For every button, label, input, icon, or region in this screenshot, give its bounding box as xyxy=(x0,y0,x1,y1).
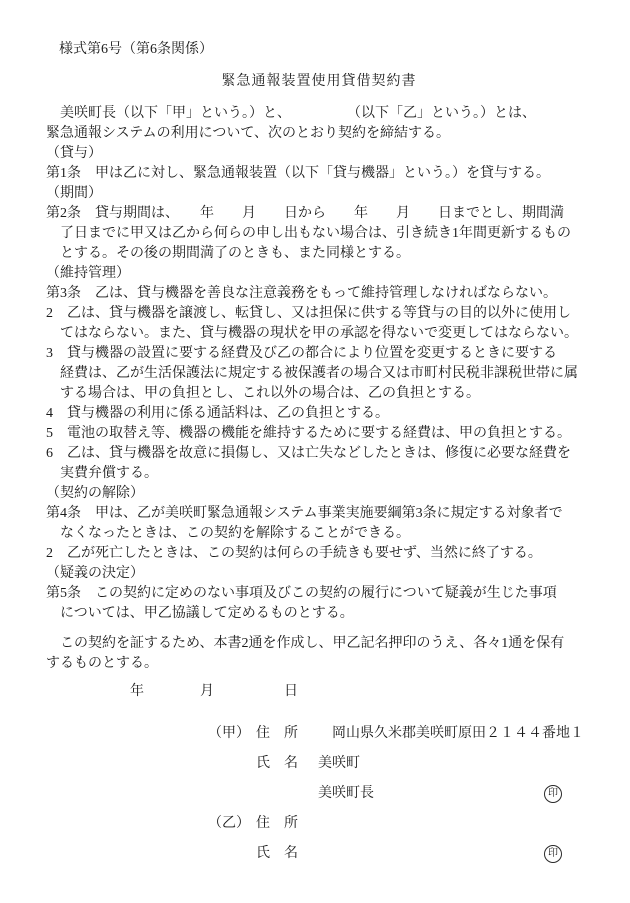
body-line: 6 乙は、貸与機器を故意に損傷し、又は亡失などしたときは、修復に必要な経費を xyxy=(46,446,571,461)
signature-row xyxy=(46,844,592,874)
body-line: なくなったときは、この契約を解除することができる。 xyxy=(46,526,410,541)
body-line: （契約の解除） xyxy=(46,486,144,501)
field-label: 住 所 xyxy=(256,726,298,741)
field-value: 美咲町長 xyxy=(318,786,374,801)
body-line: 第2条 貸与期間は、 年 月 日から 年 月 日までとし、期間満 xyxy=(46,206,564,221)
body-line: 5 電池の取替え等、機器の機能を維持するために要する経費は、甲の負担とする。 xyxy=(46,426,571,441)
body-line: てはならない。また、貸与機器の現状を甲の承認を得ないで変更してはならない。 xyxy=(46,326,578,341)
body-line: する場合は、甲の負担とし、これ以外の場合は、乙の負担とする。 xyxy=(46,386,480,401)
body-line: （疑義の決定） xyxy=(46,566,144,581)
body-line: とする。その後の期間満了のときも、また同様とする。 xyxy=(46,246,410,261)
body-line: 第5条 この契約に定めのない事項及びこの契約の履行について疑義が生じた事項 xyxy=(46,586,557,601)
body-line: 経費は、乙が生活保護法に規定する被保護者の場合又は市町村民税非課税世帯に属 xyxy=(46,366,578,381)
signature-row xyxy=(46,724,592,754)
body-line: 緊急通報システムの利用について、次のとおり契約を締結する。 xyxy=(46,126,451,141)
signature-row xyxy=(46,754,592,784)
body-line: 4 貸与機器の利用に係る通話料は、乙の負担とする。 xyxy=(46,406,389,421)
field-label: 氏 名 xyxy=(256,846,298,861)
body-line: するものとする。 xyxy=(46,656,158,671)
body-line: については、甲乙協議して定めるものとする。 xyxy=(46,606,354,621)
body-line: 美咲町長（以下「甲」という。）と、 （以下「乙」という。）とは、 xyxy=(46,106,536,121)
field-value: 岡山県久米郡美咲町原田２１４４番地１ xyxy=(318,726,584,741)
party-label: （乙） xyxy=(208,816,250,831)
body-line: 実費弁償する。 xyxy=(46,466,158,481)
body-line: 3 貸与機器の設置に要する経費及び乙の都合により位置を変更するときに要する xyxy=(46,346,557,361)
body-line: 第3条 乙は、貸与機器を善良な注意義務をもって維持管理しなければならない。 xyxy=(46,286,557,301)
field-value: 美咲町 xyxy=(318,756,360,771)
body-line: （貸与） xyxy=(46,146,102,161)
body-line: （期間） xyxy=(46,186,102,201)
field-label: 氏 名 xyxy=(256,756,298,771)
date-line: 年 月 日 xyxy=(46,684,298,699)
body-line: 了日までに甲又は乙から何らの申し出もない場合は、引き続き1年間更新するもの xyxy=(46,226,571,241)
document-title: 緊急通報装置使用貸借契約書 xyxy=(221,74,417,89)
body-line: 第4条 甲は、乙が美咲町緊急通報システム事業実施要綱第3条に規定する対象者で xyxy=(46,506,563,521)
body-line: 2 乙が死亡したときは、この契約は何らの手続きも要せず、当然に終了する。 xyxy=(46,546,542,561)
signature-row xyxy=(46,784,592,814)
body-line: 2 乙は、貸与機器を譲渡し、転貸し、又は担保に供する等貸与の目的以外に使用し xyxy=(46,306,571,321)
party-label: （甲） xyxy=(208,726,250,741)
field-label: 住 所 xyxy=(256,816,298,831)
form-number: 様式第6号（第6条関係） xyxy=(59,42,213,57)
signature-block xyxy=(46,724,592,874)
seal-stamp-icon: 印 xyxy=(544,785,562,803)
signature-row xyxy=(46,814,592,844)
body-line: この契約を証するため、本書2通を作成し、甲乙記名押印のうえ、各々1通を保有 xyxy=(46,636,565,651)
body-line: 第1条 甲は乙に対し、緊急通報装置（以下「貸与機器」という。）を貸与する。 xyxy=(46,166,550,181)
contract-body xyxy=(46,104,592,674)
seal-stamp-icon: 印 xyxy=(544,845,562,863)
body-line: （維持管理） xyxy=(46,266,130,281)
